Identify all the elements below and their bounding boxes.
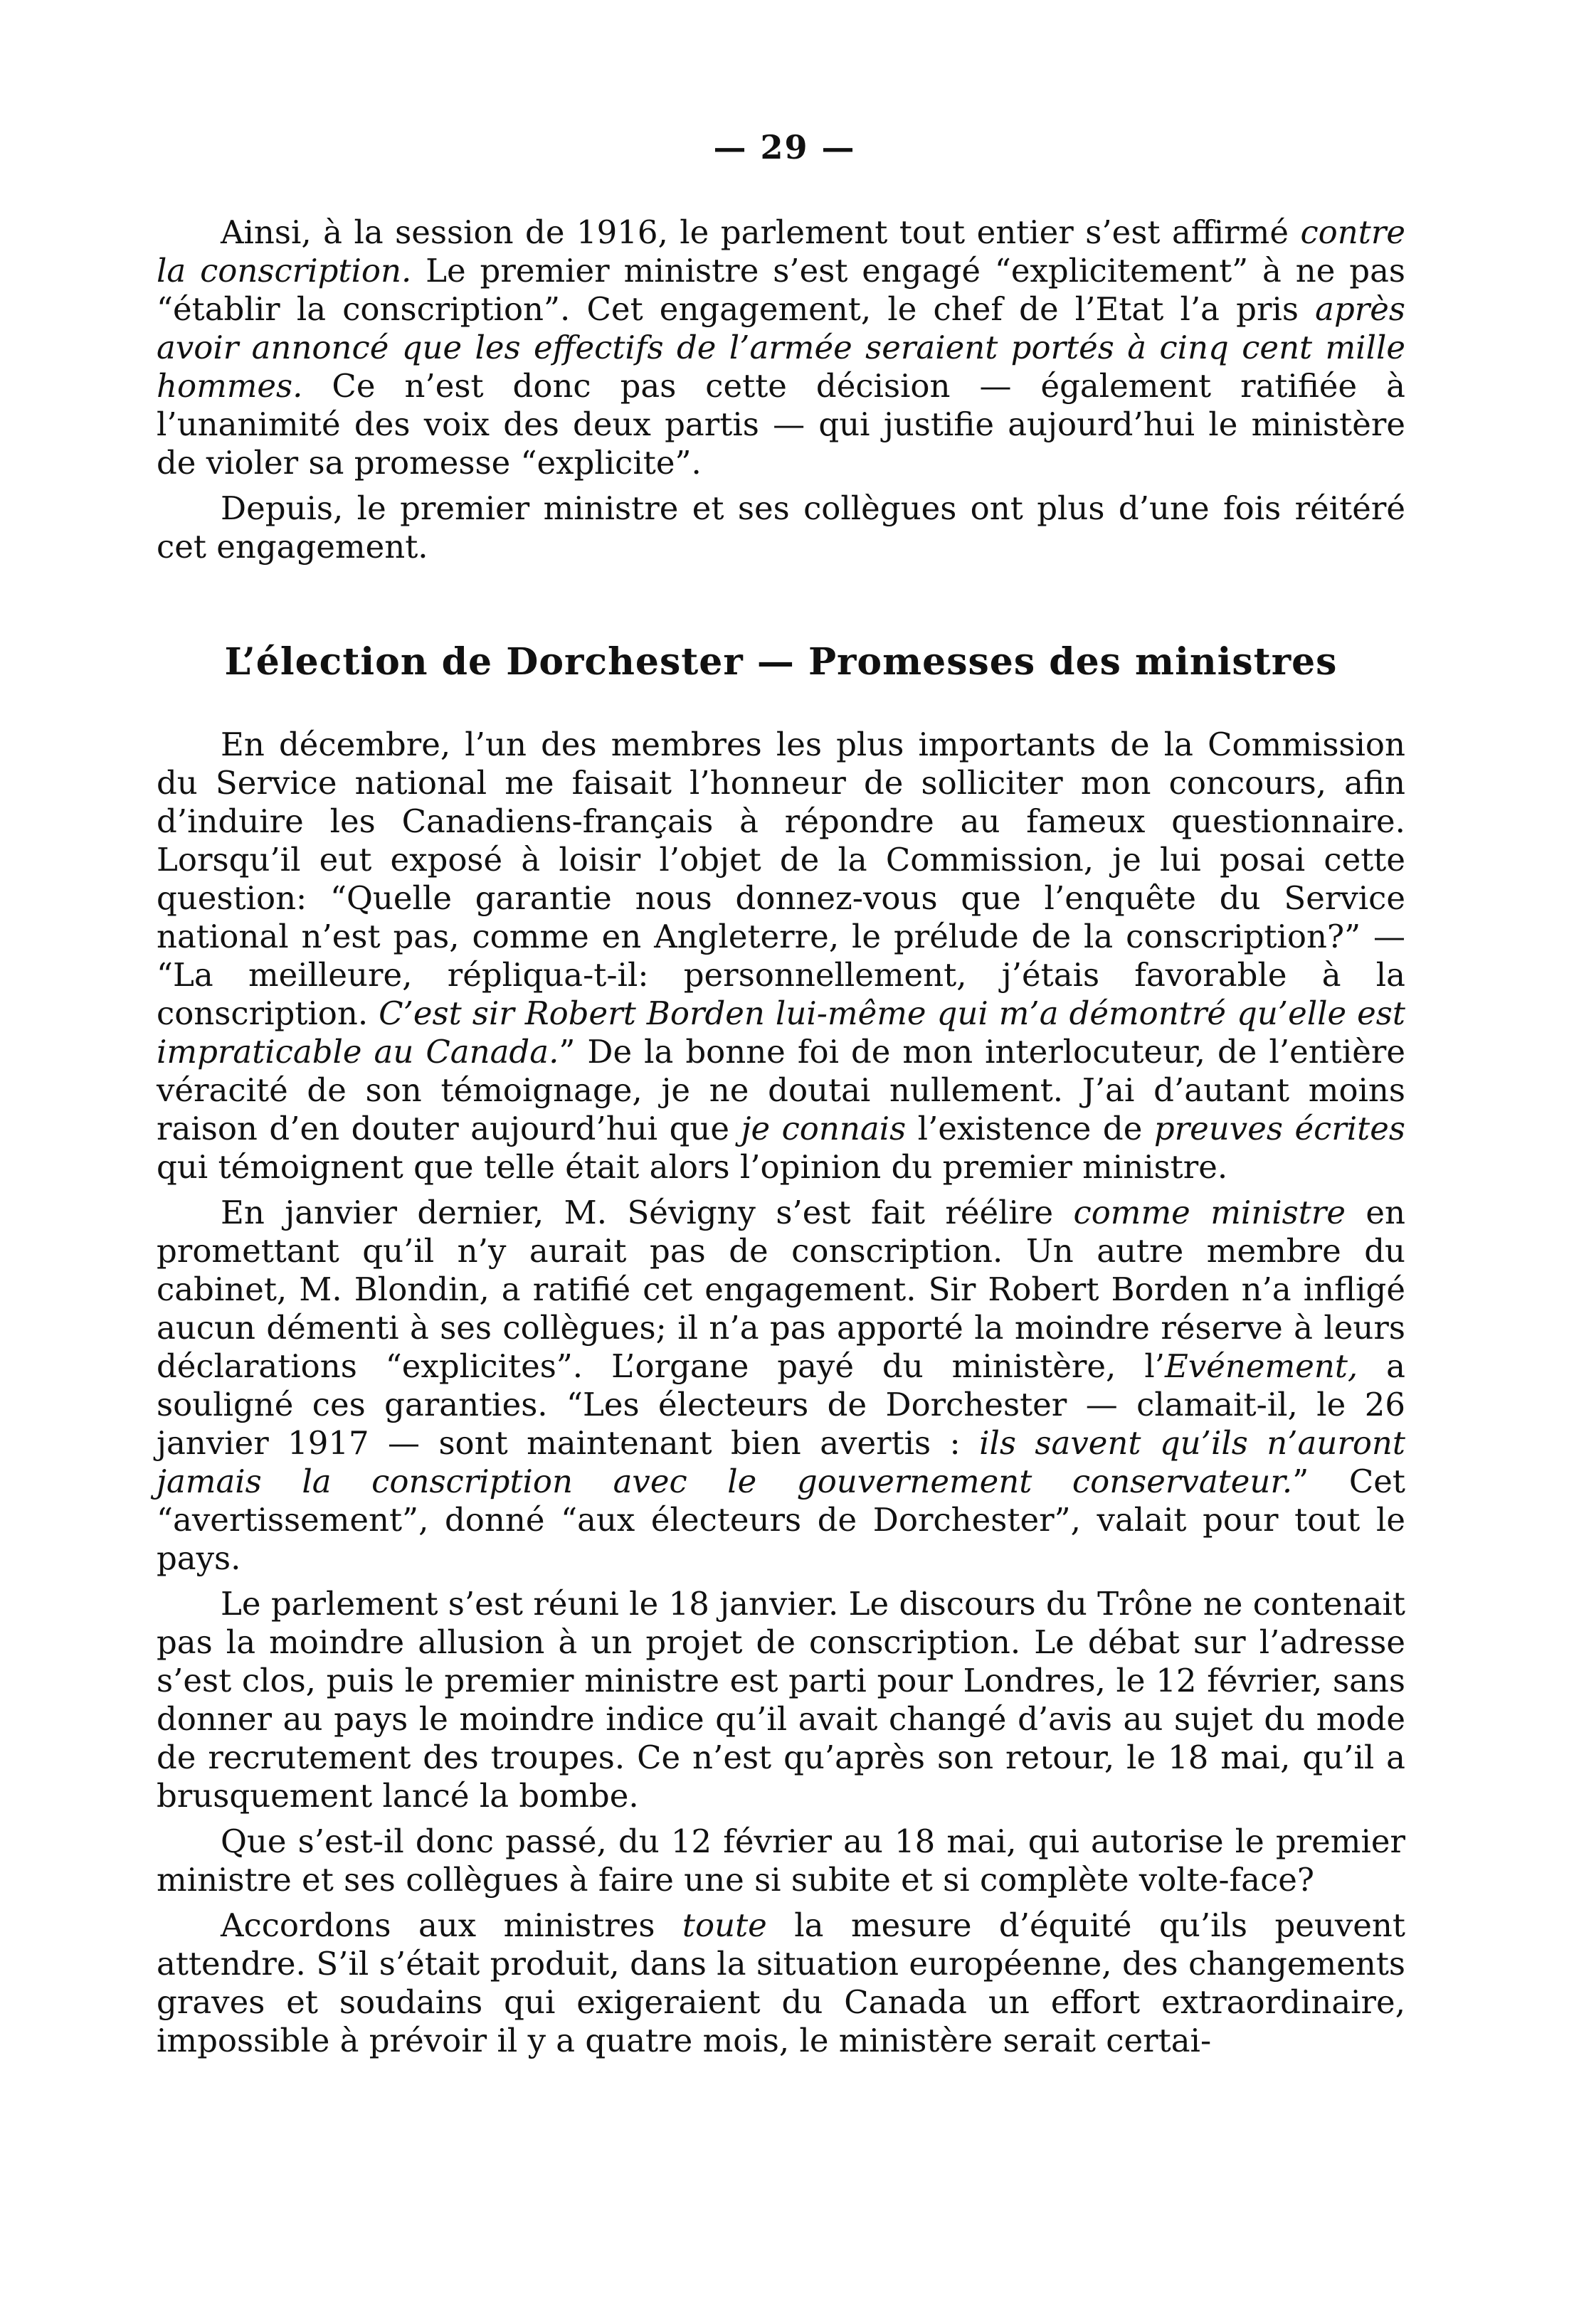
italic-text: toute [682,1906,767,1944]
paragraph [157,1585,1405,1815]
text-run: Que s’est-il donc passé, du 12 février au 18 mai, qui autorise le premier ministre et ses collègues à faire une si subite et si complète volte-face? [157,1822,1405,1899]
text-run: En janvier dernier, M. Sévigny s’est fait réélire [221,1194,1074,1231]
page-number: — 29 — [713,128,856,166]
text-run: Le premier ministre s’est engagé “explicitement” à ne pas “établir la conscription”. Cet engagement, le chef de l’Etat l’a pris [157,252,1405,328]
italic-text: ils savent qu’ils n’auront jamais la conscription avec le gouvernement conservateur. [157,1424,1405,1500]
paragraph [157,489,1405,566]
text-run: en promettant qu’il n’y aurait pas de conscription. Un autre membre du cabinet, M. Blondin, a ratifié cet engagement. Sir Robert Borden n’a infligé aucun démenti à ses collègues; il n’a pas apporté la moindre réserve à leurs déclarations “explicites”. L’organe payé du ministère, l’ [157,1194,1405,1385]
text-run: En décembre, l’un des membres les plus importants de la Commission du Service national me faisait l’honneur de solliciter mon concours, afin d’induire les Canadiens-français à répondre au fameux questionnaire. Lorsqu’il eut exposé à loisir l’objet de la Commission, je lui posai cette question: “Quelle garantie nous donnez-vous que l’enquête du Service national n’est pas, comme en Angleterre, le prélude de la conscription?” — “La meilleure, répliqua-t-il: personnellement, j’étais favorable à la conscription. [157,726,1405,1032]
text-run: Accordons aux ministres [221,1906,682,1944]
text-run: l’existence de [906,1110,1154,1147]
text-block-body [157,726,1405,2067]
italic-text: comme ministre [1073,1194,1346,1231]
text-run: Le parlement s’est réuni le 18 janvier. Le discours du Trône ne contenait pas la moindre allusion à un projet de conscription. Le débat sur l’adresse s’est clos, puis le premier ministre est parti pour Londres, le 12 février, sans donner au pays le moindre indice qu’il avait changé d’avis au sujet du mode de recrutement des troupes. Ce n’est qu’après son retour, le 18 mai, qu’il a brusquement lancé la bombe. [157,1585,1405,1815]
text-run: Depuis, le premier ministre et ses collègues ont plus d’une fois réitéré cet engagement. [157,489,1405,566]
paragraph [157,1194,1405,1578]
italic-text: preuves écrites [1153,1110,1405,1147]
text-run: Ainsi, à la session de 1916, le parlement tout entier s’est affirmé [221,213,1301,251]
italic-text: contre la conscription. [157,213,1405,290]
text-run: qui témoignent que telle était alors l’opinion du premier ministre. [157,1148,1228,1186]
paragraph [157,1822,1405,1899]
text-run: a souligné ces garanties. “Les électeurs de Dorchester — clamait-il, le 26 janvier 1917 — sont maintenant bien avertis : [157,1347,1405,1462]
italic-text: Evénement, [1165,1347,1358,1385]
section-title: L’élection de Dorchester — Promesses des ministres [224,640,1338,684]
text-block-intro [157,213,1405,573]
text-run: la mesure d’équité qu’ils peuvent attendre. S’il s’était produit, dans la situation européenne, des changements graves et soudains qui exigeraient du Canada un effort extraordinaire, impossible à prévoir il y a quatre mois, le ministère serait certai- [157,1906,1406,2059]
paragraph [157,1906,1405,2060]
italic-text: C’est sir Robert Borden lui-même qui m’a démontré qu’elle est impraticable au Canada. [157,994,1405,1071]
italic-text: je connais [741,1110,907,1147]
paragraph [157,726,1405,1187]
text-run: Ce n’est donc pas cette décision — également ratifiée à l’unanimité des voix des deux partis — qui justifie aujourd’hui le ministère de violer sa promesse “explicite”. [157,367,1405,482]
paragraph [157,213,1405,482]
italic-text: après avoir annoncé que les effectifs de l’armée seraient portés à cinq cent mille hommes. [157,290,1405,405]
text-run: ” De la bonne foi de mon interlocuteur, de l’entière véracité de son témoignage, je ne doutai nullement. J’ai d’autant moins raison d’en douter aujourd’hui que [157,1033,1405,1147]
text-run: ” Cet “avertissement”, donné “aux électeurs de Dorchester”, valait pour tout le pays. [157,1463,1405,1577]
